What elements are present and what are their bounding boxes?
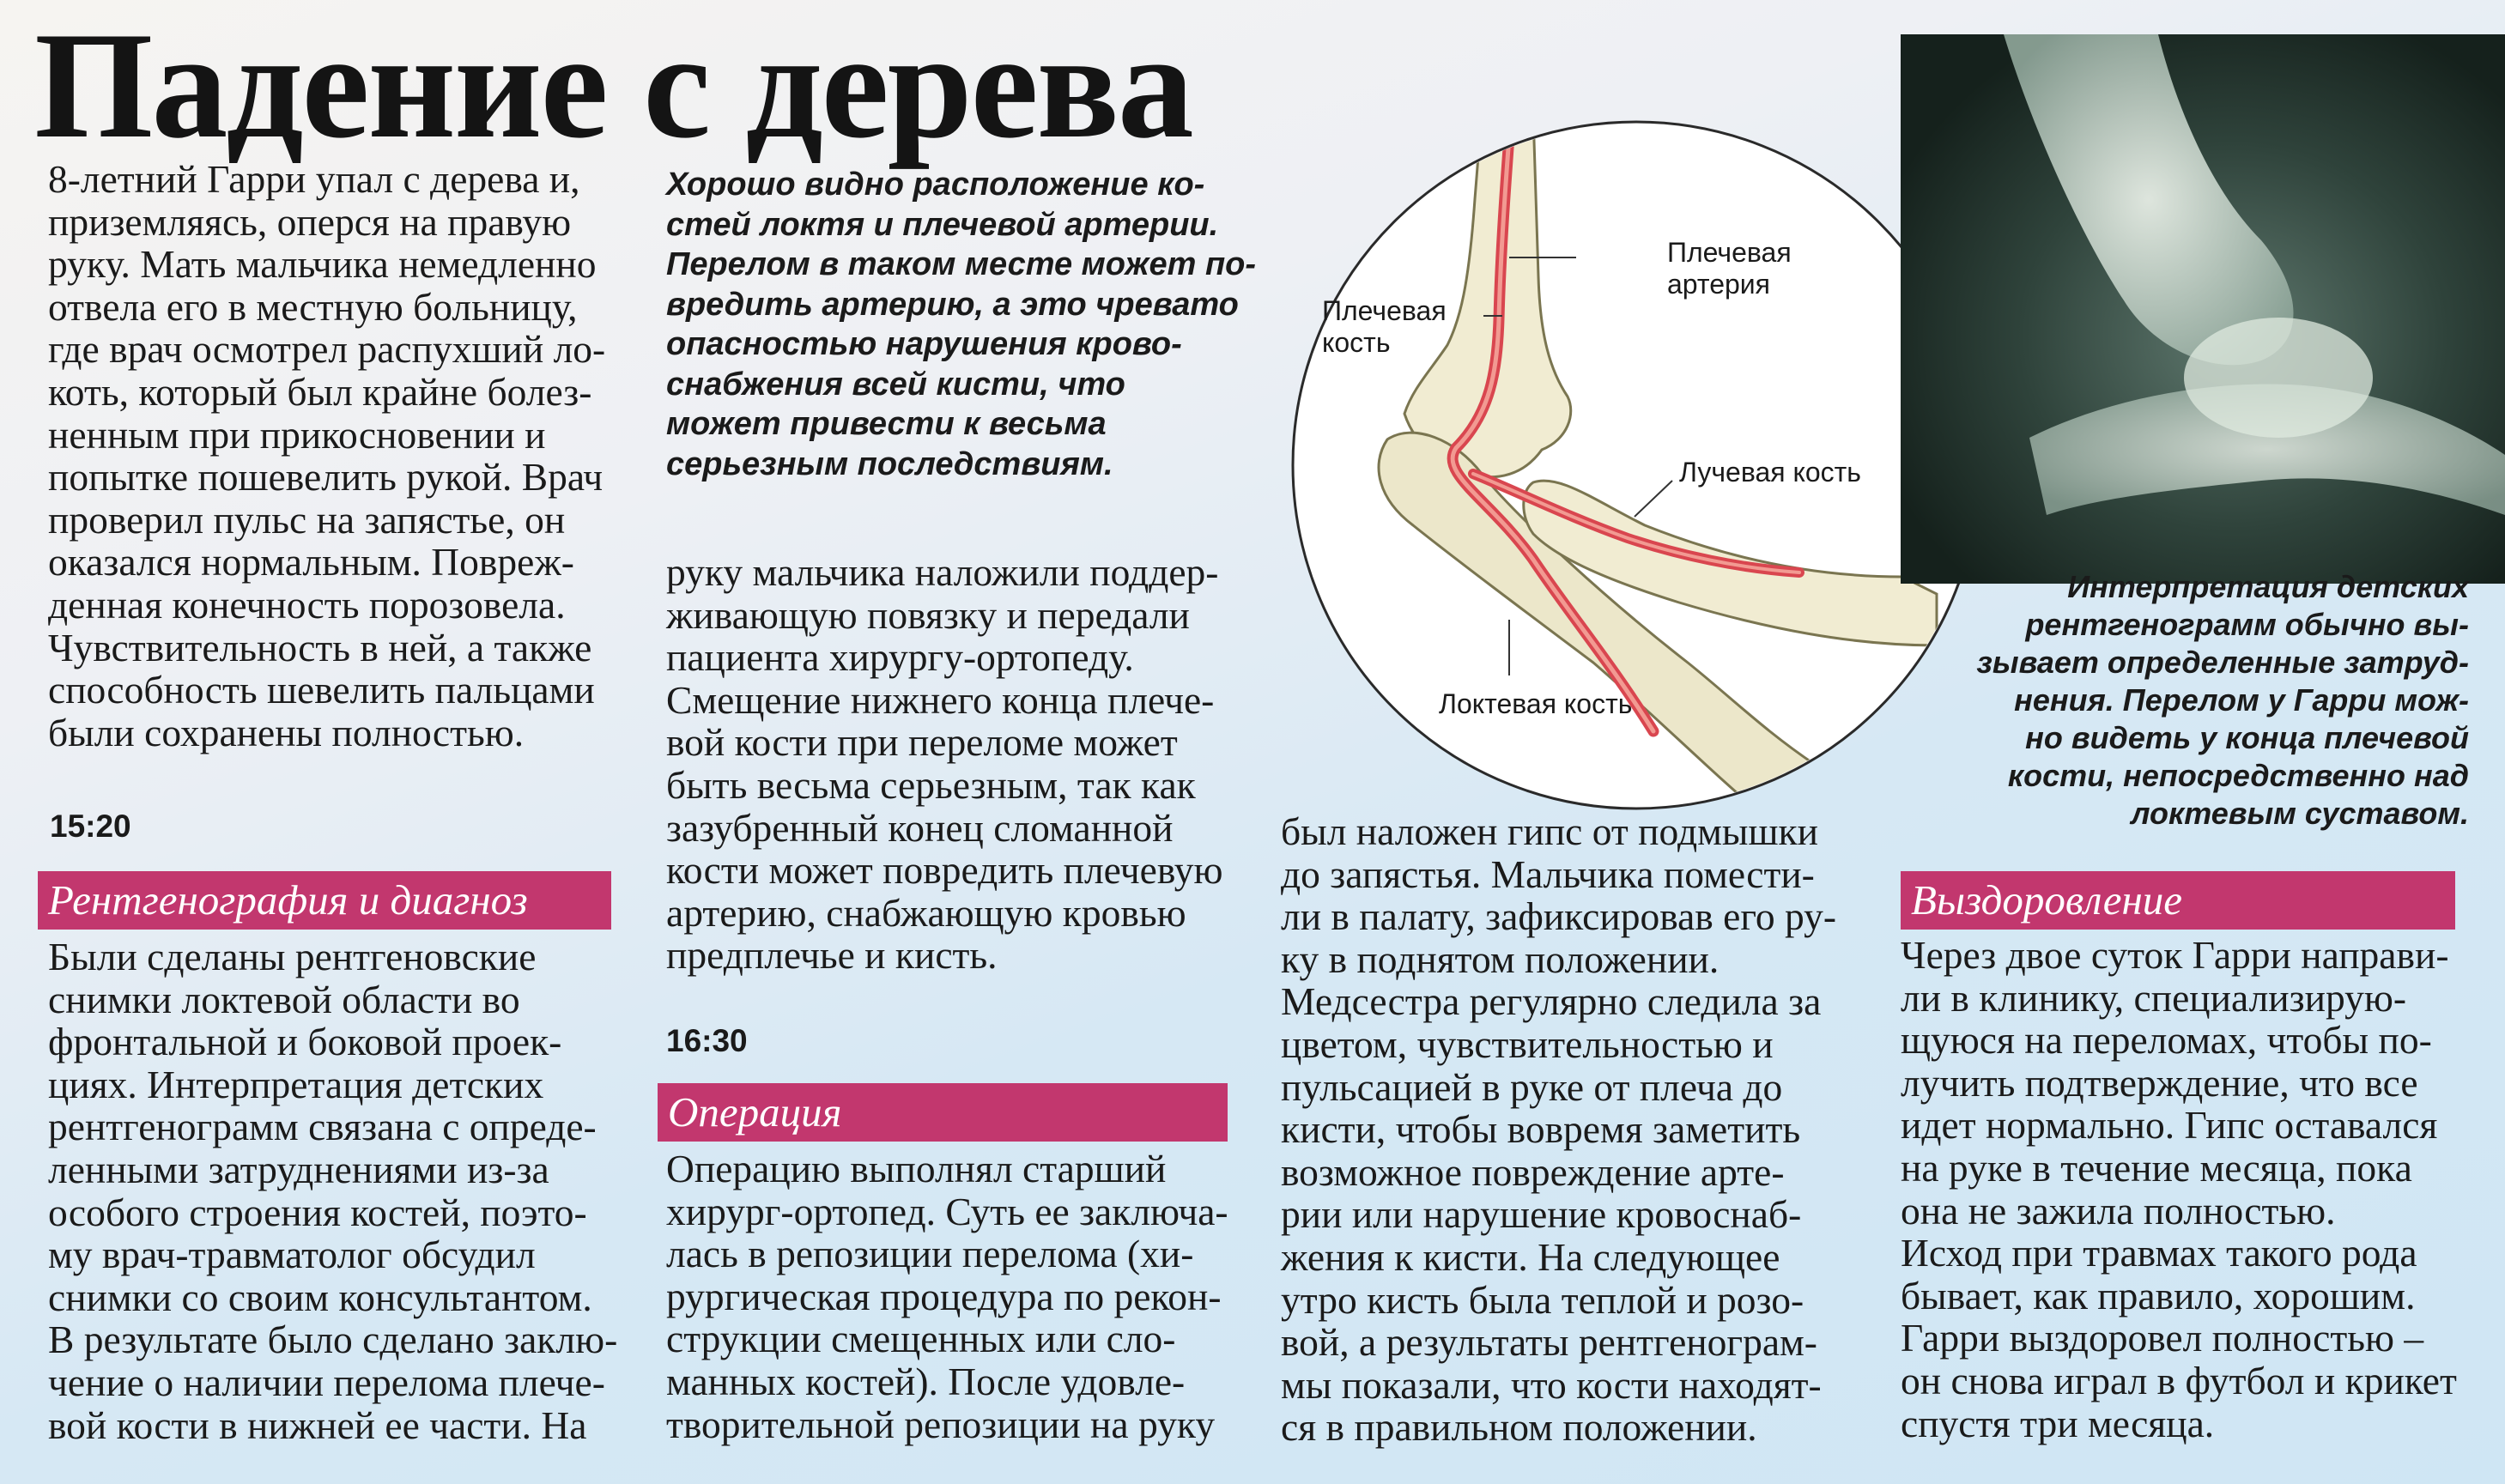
- text-line: на руке в течение месяца, пока: [1901, 1145, 2412, 1190]
- intro-text: [48, 158, 640, 754]
- text-line: рии или нарушение кровоснаб-: [1281, 1192, 1802, 1237]
- text-line: вой, а результаты рентгенограм-: [1281, 1320, 1817, 1365]
- label-ulna: Локтевая кость: [1439, 688, 1633, 719]
- xray-bones: [1901, 34, 2505, 584]
- text-line: кисти, чтобы вовремя заметить: [1281, 1107, 1801, 1152]
- text-line: Чувствительность в ней, а также: [48, 625, 592, 669]
- text-line: может привести к весьма: [666, 406, 1107, 442]
- text-line: зазубренный конец сломанной: [666, 805, 1174, 850]
- label-humerus: Плечевая кость: [1322, 295, 1447, 358]
- text-line: щуюся на переломах, чтобы по-: [1901, 1018, 2432, 1063]
- text-line: утро кисть была теплой и розо-: [1281, 1277, 1804, 1322]
- text-line: ся в правильном положении.: [1281, 1405, 1757, 1450]
- text-line: предплечье и кисть.: [666, 933, 998, 978]
- text-line: отвела его в местную больницу,: [48, 284, 578, 329]
- text-line: мы показали, что кости находят-: [1281, 1362, 1822, 1407]
- text-line: она не зажила полностью.: [1901, 1188, 2336, 1233]
- text-line: пациента хирургу-ортопеду.: [666, 635, 1134, 680]
- text-line: вой кости при переломе может: [666, 720, 1178, 765]
- text-line: манных костей). После удовле-: [666, 1359, 1186, 1403]
- text-line: рентгенограмм обычно вы-: [2025, 607, 2469, 642]
- text-line: приземляясь, оперся на правую: [48, 199, 572, 244]
- col2-text: [666, 551, 1267, 977]
- section1-time: 15:20: [50, 809, 131, 844]
- text-line: денная конечность порозовела.: [48, 582, 566, 627]
- text-line: до запястья. Мальчика помести-: [1281, 851, 1815, 896]
- text-line: Интерпретация детских: [2067, 569, 2469, 604]
- text-line: бывает, как правило, хорошим.: [1901, 1273, 2416, 1317]
- section1-text: [48, 936, 640, 1446]
- text-line: Хорошо видно расположение ко-: [666, 167, 1205, 203]
- text-line: он снова играл в футбол и крикет: [1901, 1358, 2457, 1402]
- text-line: особого строения костей, поэто-: [48, 1190, 587, 1234]
- col3-text: [1281, 810, 1865, 1449]
- text-line: Операцию выполнял старший: [666, 1147, 1167, 1190]
- page-title: Падение с дерева: [34, 0, 1192, 170]
- text-line: цветом, чувствительностью и: [1281, 1021, 1774, 1066]
- text-line: кости, непосредственно над: [2007, 758, 2469, 793]
- text-line: му врач-травматолог обсудил: [48, 1233, 536, 1277]
- text-line: Смещение нижнего конца плече-: [666, 677, 1215, 722]
- text-line: хирург-ортопед. Суть ее заключа-: [666, 1189, 1228, 1233]
- xray-caption: [1871, 568, 2469, 833]
- text-line: оказался нормальным. Повреж-: [48, 540, 574, 585]
- text-line: коть, который был крайне болез-: [48, 369, 592, 414]
- text-line: нения. Перелом у Гарри мож-: [2014, 682, 2469, 718]
- label-radius: Лучевая кость: [1679, 457, 1861, 488]
- text-line: локтевым суставом.: [2131, 796, 2469, 831]
- section2-text: [666, 1148, 1267, 1445]
- text-line: ку в поднятом положении.: [1281, 936, 1720, 981]
- text-line: Через двое суток Гарри направи-: [1901, 933, 2449, 977]
- text-line: струкции смещенных или сло-: [666, 1317, 1176, 1361]
- section1-heading: Рентгенография и диагноз: [38, 871, 611, 930]
- text-line: Медсестра регулярно следила за: [1281, 979, 1822, 1024]
- text-line: снимки локтевой области во: [48, 977, 520, 1021]
- text-line: ленными затруднениями из-за: [48, 1147, 549, 1191]
- text-line: ли в палату, зафиксировав его ру-: [1281, 894, 1837, 939]
- text-line: вредить артерию, а это чревато: [666, 286, 1239, 323]
- text-line: попытке пошевелить рукой. Врач: [48, 455, 604, 500]
- text-line: В результате было сделано заклю-: [48, 1317, 618, 1362]
- text-line: лучить подтверждение, что все: [1901, 1060, 2418, 1105]
- text-line: Были сделаны рентгеновские: [48, 935, 537, 978]
- text-line: руку. Мать мальчика немедленно: [48, 242, 597, 287]
- text-line: чение о наличии перелома плече-: [48, 1360, 605, 1404]
- text-line: спустя три месяца.: [1901, 1401, 2215, 1445]
- text-line: пульсацией в руке от плеча до: [1281, 1064, 1783, 1109]
- text-line: серьезным последствиям.: [666, 445, 1113, 482]
- text-line: рургическая процедура по рекон-: [666, 1274, 1222, 1318]
- text-line: опасностью нарушения крово-: [666, 326, 1182, 362]
- text-line: где врач осмотрел распухший ло-: [48, 327, 606, 372]
- section3-text: [1901, 934, 2493, 1445]
- text-line: стей локтя и плечевой артерии.: [666, 206, 1219, 243]
- diagram-caption: [666, 165, 1267, 484]
- text-line: Гарри выздоровел полностью –: [1901, 1316, 2424, 1360]
- text-line: рентгенограмм связана с опреде-: [48, 1105, 597, 1149]
- text-line: артерию, снабжающую кровью: [666, 890, 1186, 935]
- text-line: проверил пульс на запястье, он: [48, 497, 566, 542]
- text-line: идет нормально. Гипс оставался: [1901, 1103, 2438, 1148]
- label-artery: Плечевая артерия: [1667, 237, 1792, 300]
- text-line: зывает определенные затруд-: [1976, 645, 2469, 680]
- text-line: снабжения всей кисти, что: [666, 366, 1125, 403]
- text-line: Перелом в таком месте может по-: [666, 246, 1257, 282]
- text-line: снимки со своим консультантом.: [48, 1275, 592, 1319]
- text-line: но видеть у конца плечевой: [2025, 720, 2469, 755]
- text-line: живающую повязку и передали: [666, 592, 1190, 637]
- text-line: руку мальчика наложили поддер-: [666, 550, 1219, 594]
- text-line: жения к кисти. На следующее: [1281, 1234, 1780, 1279]
- text-line: способность шевелить пальцами: [48, 668, 595, 712]
- text-line: были сохранены полностью.: [48, 710, 525, 754]
- text-line: 8-летний Гарри упал с дерева и,: [48, 157, 580, 201]
- text-line: Исход при травмах такого рода: [1901, 1231, 2417, 1275]
- text-line: быть весьма серьезным, так как: [666, 762, 1196, 807]
- section2-time: 16:30: [666, 1023, 748, 1058]
- text-line: был наложен гипс от подмышки: [1281, 809, 1818, 853]
- text-line: фронтальной и боковой проек-: [48, 1020, 562, 1064]
- text-line: лась в репозиции перелома (хи-: [666, 1232, 1194, 1276]
- text-line: ли в клинику, специализирую-: [1901, 975, 2407, 1020]
- text-line: вой кости в нижней ее части. На: [48, 1402, 587, 1447]
- section3-heading: Выздоровление: [1901, 871, 2455, 930]
- xray-image: [1901, 34, 2505, 584]
- text-line: ненным при прикосновении и: [48, 412, 546, 457]
- text-line: циях. Интерпретация детских: [48, 1062, 544, 1106]
- text-line: творительной репозиции на руку: [666, 1402, 1216, 1446]
- text-line: возможное повреждение арте-: [1281, 1149, 1785, 1194]
- text-line: кости может повредить плечевую: [666, 848, 1223, 893]
- section2-heading: Операция: [658, 1083, 1228, 1142]
